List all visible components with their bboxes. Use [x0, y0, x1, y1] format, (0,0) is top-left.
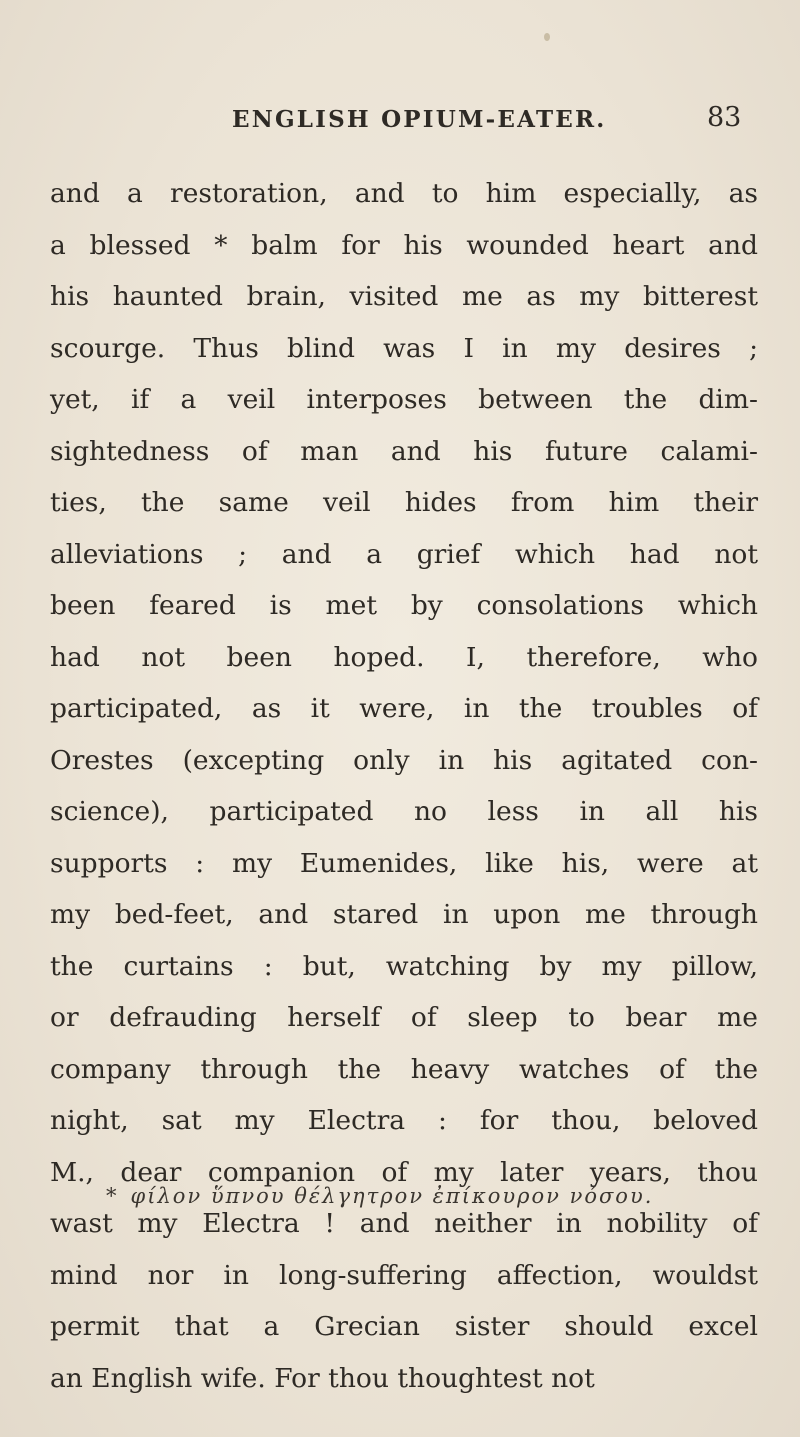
text-line: a blessed * balm for his wounded heart and [50, 229, 758, 261]
paper-speck [544, 33, 550, 41]
text-line: his haunted brain, visited me as my bitterest [50, 281, 758, 312]
text-line: Orestes (excepting only in his agitated con- [50, 744, 758, 776]
running-head: ENGLISH OPIUM-EATER. [232, 106, 607, 133]
text-line: supports : my Eumenides, like his, were at [50, 847, 758, 879]
text-line: night, sat my Electra : for thou, beloved [50, 1105, 758, 1136]
text-line: had not been hoped. I, therefore, who [50, 641, 758, 673]
text-line: alleviations ; and a grief which had not [50, 538, 758, 570]
text-line: and a restoration, and to him especially, as [50, 178, 758, 209]
page-number: 83 [707, 102, 742, 133]
body-text [50, 168, 758, 1404]
footnote [106, 1184, 653, 1208]
text-line: participated, as it were, in the troubles of [50, 693, 758, 724]
text-line: wast my Electra ! and neither in nobility of [50, 1208, 758, 1239]
text-line: company through the heavy watches of the [50, 1053, 758, 1085]
text-line: ties, the same veil hides from him their [50, 487, 758, 518]
text-line: yet, if a veil interposes between the dim- [50, 384, 758, 415]
footnote-marker: * [106, 1184, 119, 1208]
text-line: permit that a Grecian sister should excel [50, 1311, 758, 1342]
text-line: my bed-feet, and stared in upon me through [50, 899, 758, 930]
text-line: or defrauding herself of sleep to bear me [50, 1002, 758, 1033]
text-line: an English wife. For thou thoughtest not [50, 1362, 595, 1394]
page-header [0, 102, 800, 146]
text-line: been feared is met by consolations which [50, 590, 758, 621]
text-line: mind nor in long-suffering affection, wouldst [50, 1259, 758, 1291]
text-line: the curtains : but, watching by my pillow, [50, 950, 758, 982]
footnote-text: φίλον ὕπνου θέλγητρον ἐπίκουρον νόσου. [130, 1184, 654, 1208]
text-line: scourge. Thus blind was I in my desires ; [50, 332, 758, 364]
text-line: M., dear companion of my later years, thou [50, 1156, 758, 1188]
text-line: sightedness of man and his future calami- [50, 435, 758, 467]
text-line: science), participated no less in all his [50, 796, 758, 827]
